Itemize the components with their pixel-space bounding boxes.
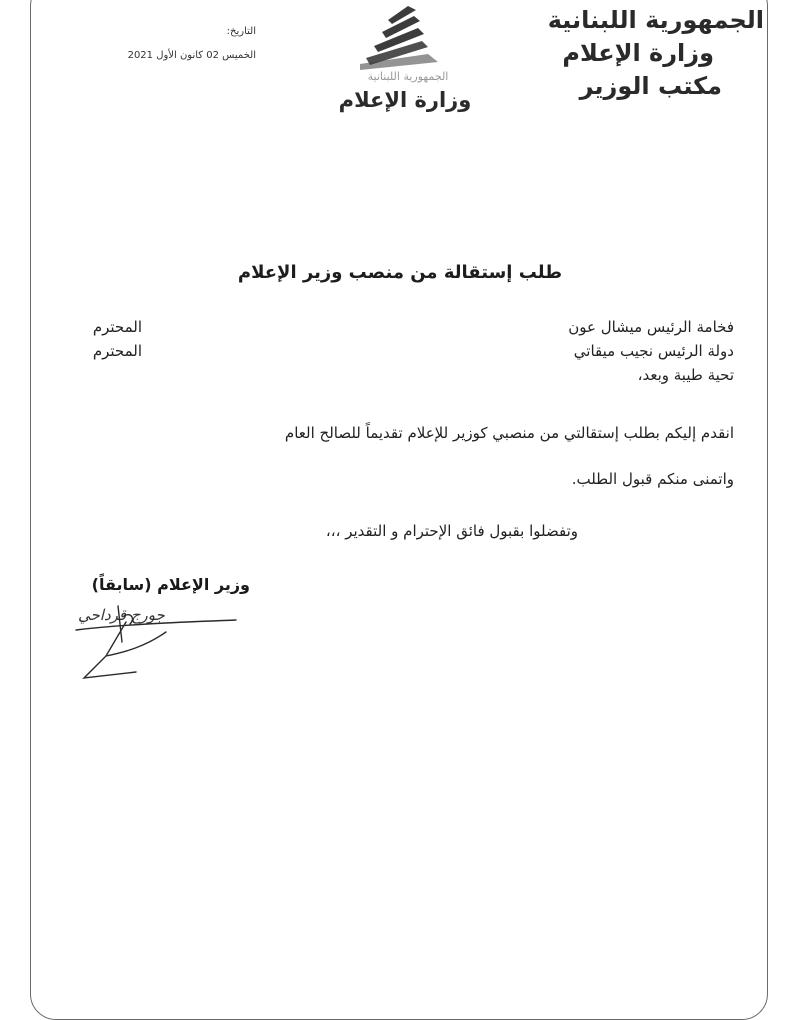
body-paragraph-line-2: واتمنى منكم قبول الطلب.	[571, 470, 734, 488]
body-paragraph-line-1: انقدم إليكم بطلب إستقالتي من منصبي كوزير للإعلام تقديماً للصالح العام	[284, 424, 734, 442]
logo-ministry-name: وزارة الإعلام	[338, 88, 472, 112]
recipient-1-honorific: المحترم	[92, 318, 142, 336]
date-label: التاريخ:	[226, 26, 256, 37]
greeting: تحية طيبة وبعد،	[637, 366, 734, 384]
recipient-2-name: دولة الرئيس نجيب ميقاتي	[573, 342, 734, 360]
closing-line: وتفضلوا بقبول فائق الإحترام و التقدير ،،،	[325, 522, 578, 540]
letterhead-office: مكتب الوزير	[579, 72, 722, 100]
logo-caption: الجمهورية اللبنانية	[367, 70, 449, 83]
recipient-2-honorific: المحترم	[92, 342, 142, 360]
signer-name: جورج قرداحي	[78, 606, 165, 624]
handwritten-signature-icon	[66, 602, 256, 682]
letterhead	[504, 4, 764, 103]
letterhead-republic: الجمهورية اللبنانية	[547, 6, 764, 34]
letter-title: طلب إستقالة من منصب وزير الإعلام	[237, 262, 563, 283]
page-border	[30, 0, 768, 1020]
signer-title: وزير الإعلام (سابقاً)	[91, 575, 250, 594]
date-value: الخميس 02 كانون الأول 2021	[127, 50, 256, 61]
letterhead-ministry: وزارة الإعلام	[562, 39, 714, 67]
recipient-1-name: فخامة الرئيس ميشال عون	[568, 318, 734, 336]
ministry-logo-icon	[330, 2, 480, 132]
